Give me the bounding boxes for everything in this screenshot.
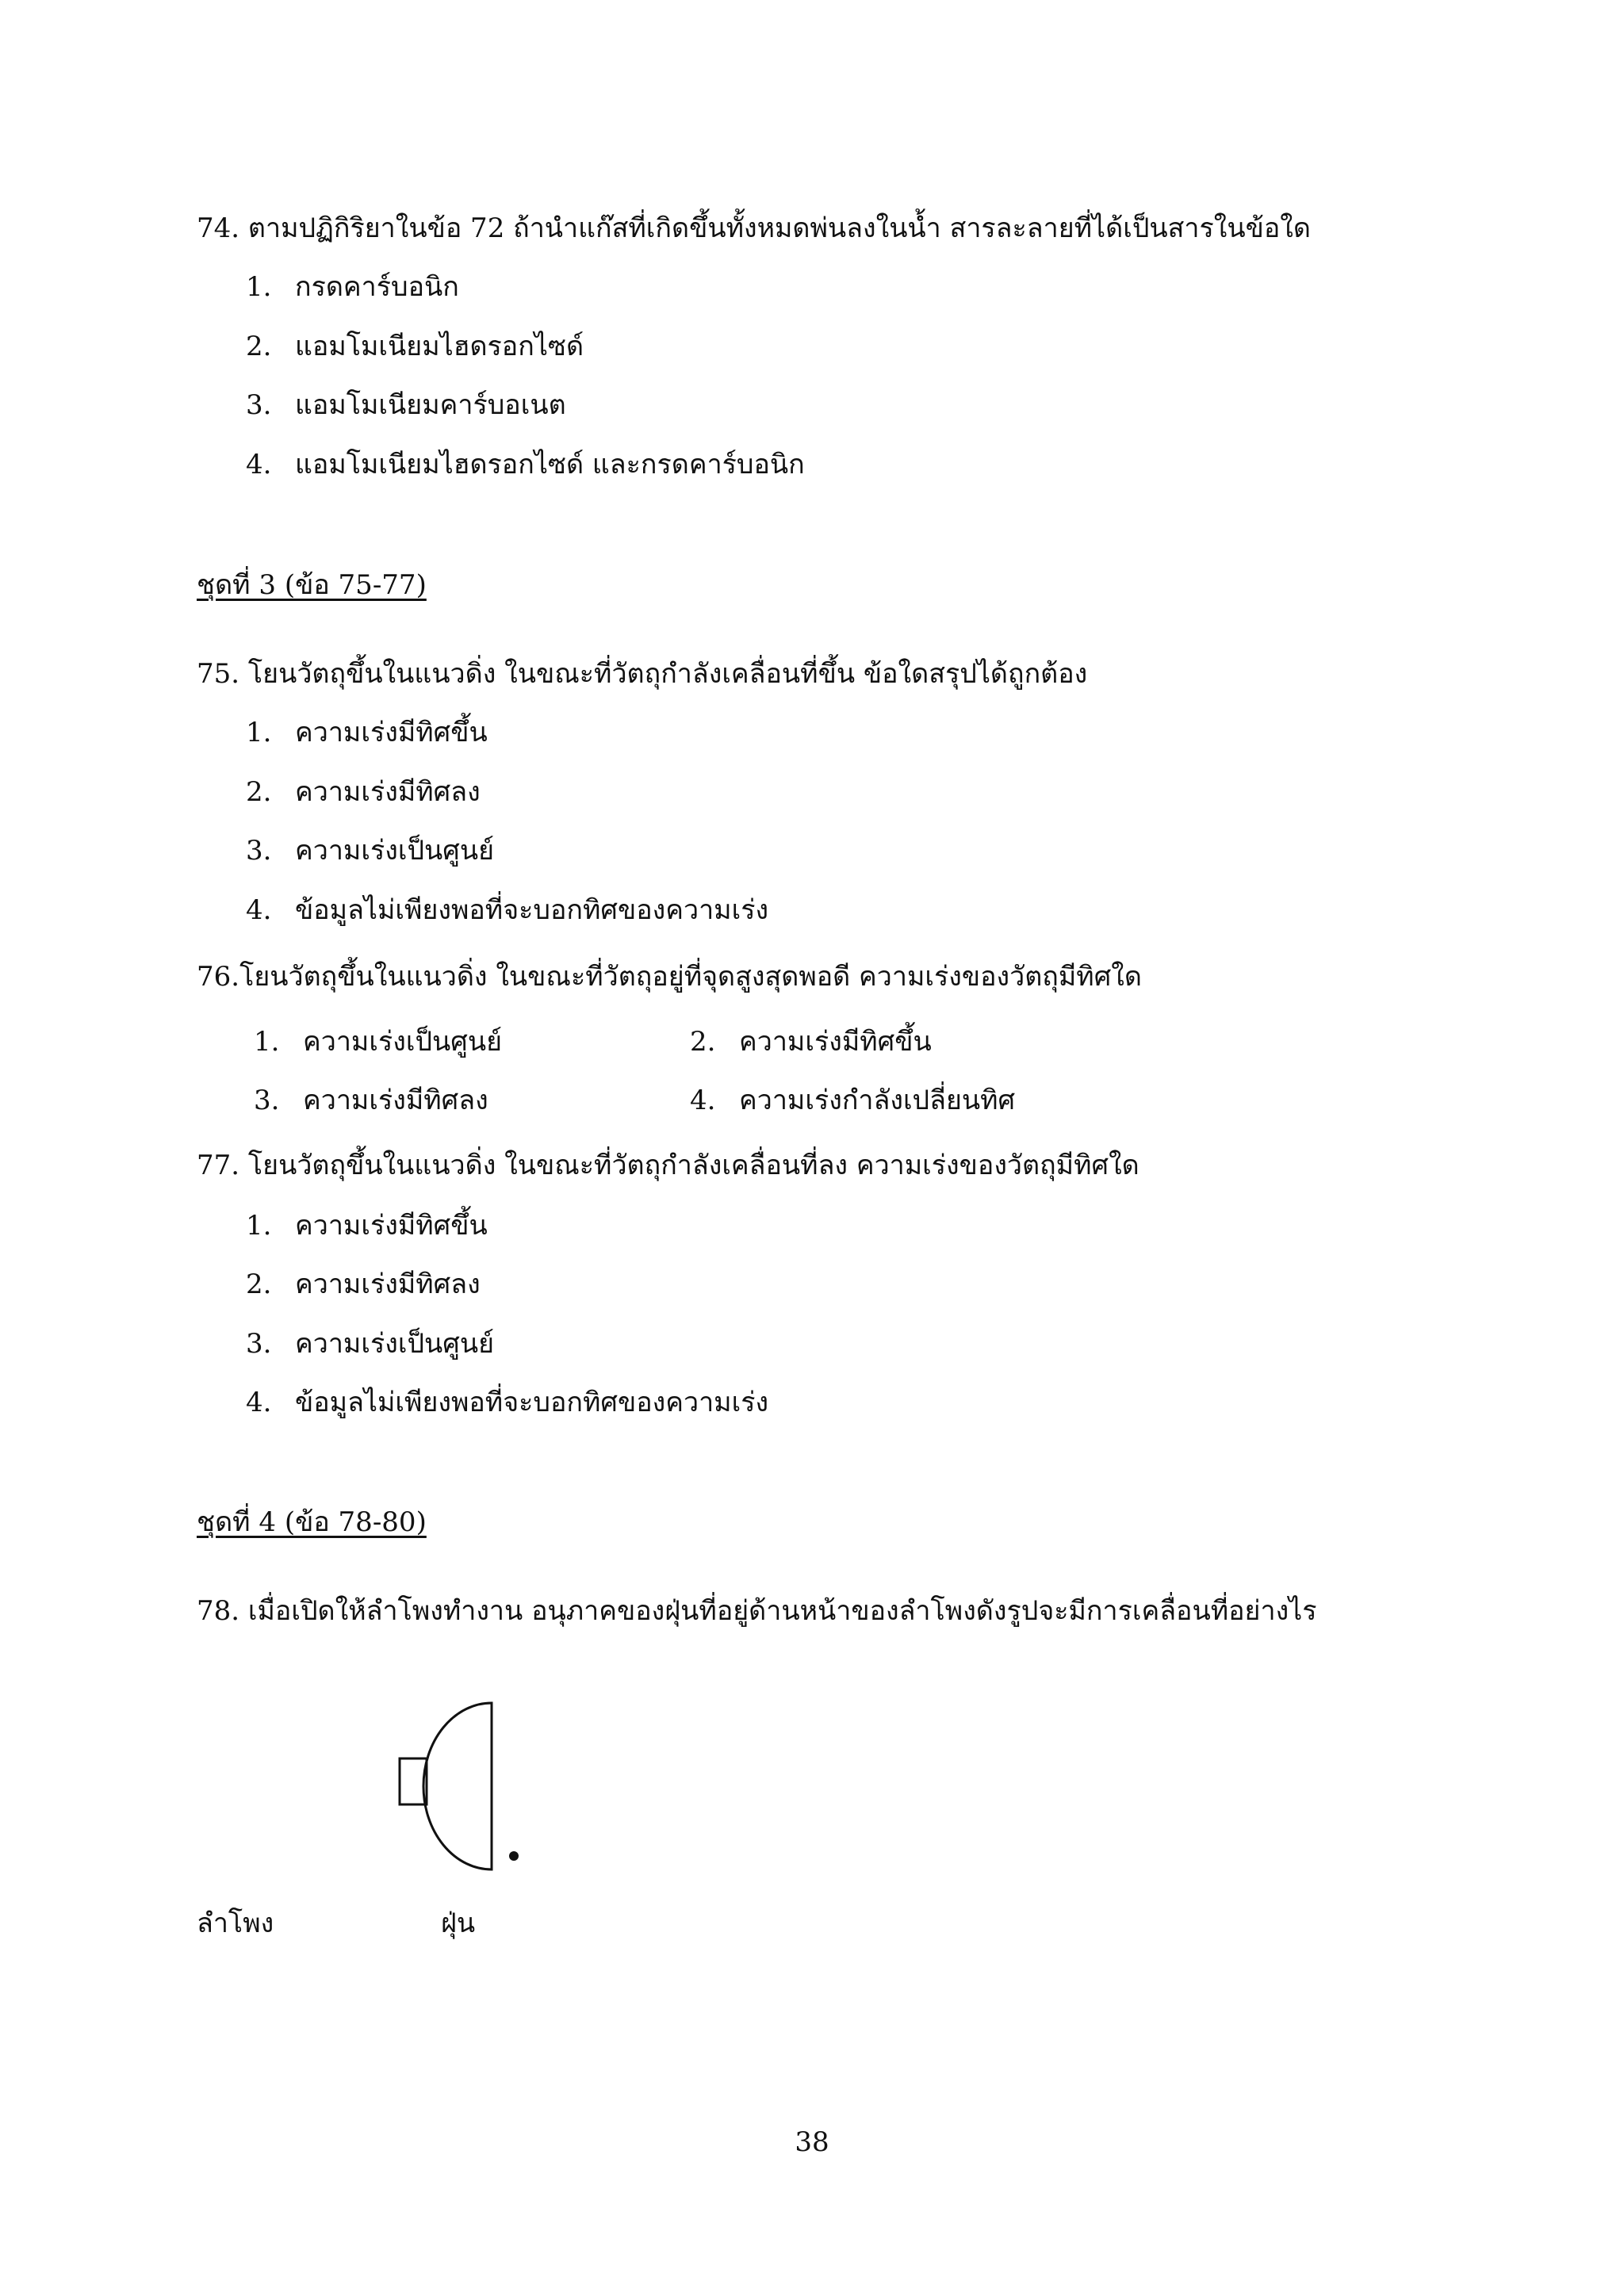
- dust-particle: [509, 1851, 519, 1861]
- q75-option-2: 2. ความเร่งมีทิศลง: [246, 776, 481, 808]
- question-74: [197, 211, 1311, 246]
- q76-option-4: 4. ความเร่งกำลังเปลี่ยนทิศ: [690, 1085, 1016, 1116]
- dust-label: ฝุ่น: [441, 1908, 476, 1939]
- q76-option-2: 2. ความเร่งมีทิศขึ้น: [690, 1026, 932, 1058]
- question-number: 74.: [197, 212, 240, 244]
- q74-option-1: 1. กรดคาร์บอนิก: [246, 271, 459, 303]
- speaker-label: ลำโพง: [197, 1908, 274, 1939]
- question-text: โยนวัตถุขึ้นในแนวดิ่ง ในขณะที่วัตถุกำลังเคลื่อนที่ลง ความเร่งของวัตถุมีทิศใด: [247, 1150, 1139, 1181]
- question-number: 75.: [197, 658, 240, 690]
- question-75: [197, 656, 1087, 691]
- q76-option-1: 1. ความเร่งเป็นศูนย์: [254, 1026, 503, 1058]
- q75-option-3: 3. ความเร่งเป็นศูนย์: [246, 835, 495, 867]
- q74-option-3: 3. แอมโมเนียมคาร์บอเนต: [246, 389, 566, 421]
- q77-option-4: 4. ข้อมูลไม่เพียงพอที่จะบอกทิศของความเร่ง: [246, 1387, 769, 1418]
- q76-option-3: 3. ความเร่งมีทิศลง: [254, 1085, 488, 1116]
- page-number: 38: [795, 2126, 829, 2158]
- q74-option-4: 4. แอมโมเนียมไฮดรอกไซด์ และกรดคาร์บอนิก: [246, 449, 805, 480]
- q77-option-1: 1. ความเร่งมีทิศขึ้น: [246, 1210, 488, 1242]
- set-3-heading: ชุดที่ 3 (ข้อ 75-77): [197, 569, 427, 601]
- speaker-cone: [423, 1703, 492, 1869]
- question-77: [197, 1148, 1139, 1183]
- question-78: 78. เมื่อเปิดให้ลำโพงทำงาน อนุภาคของฝุ่นที่อยู่ด้านหน้าของลำโพงดังรูปจะมีการเคลื่อนที่อย่างไร: [197, 1595, 1317, 1627]
- speaker-diagram: [381, 1681, 539, 1871]
- q77-option-3: 3. ความเร่งเป็นศูนย์: [246, 1328, 495, 1360]
- question-76: 76.โยนวัตถุขึ้นในแนวดิ่ง ในขณะที่วัตถุอยู่ที่จุดสูงสุดพอดี ความเร่งของวัตถุมีทิศใด: [197, 961, 1142, 993]
- set-4-heading: ชุดที่ 4 (ข้อ 78-80): [197, 1506, 427, 1538]
- q75-option-4: 4. ข้อมูลไม่เพียงพอที่จะบอกทิศของความเร่ง: [246, 894, 769, 926]
- q74-option-2: 2. แอมโมเนียมไฮดรอกไซด์: [246, 331, 584, 362]
- question-text: โยนวัตถุขึ้นในแนวดิ่ง ในขณะที่วัตถุกำลังเคลื่อนที่ขึ้น ข้อใดสรุปได้ถูกต้อง: [247, 658, 1088, 690]
- question-number: 77.: [197, 1150, 240, 1181]
- q75-option-1: 1. ความเร่งมีทิศขึ้น: [246, 717, 488, 748]
- q77-option-2: 2. ความเร่งมีทิศลง: [246, 1269, 481, 1300]
- question-text: ตามปฏิกิริยาในข้อ 72 ถ้านำแก๊สที่เกิดขึ้นทั้งหมดพ่นลงในน้ำ สารละลายที่ได้เป็นสารในข้อใด: [247, 212, 1311, 244]
